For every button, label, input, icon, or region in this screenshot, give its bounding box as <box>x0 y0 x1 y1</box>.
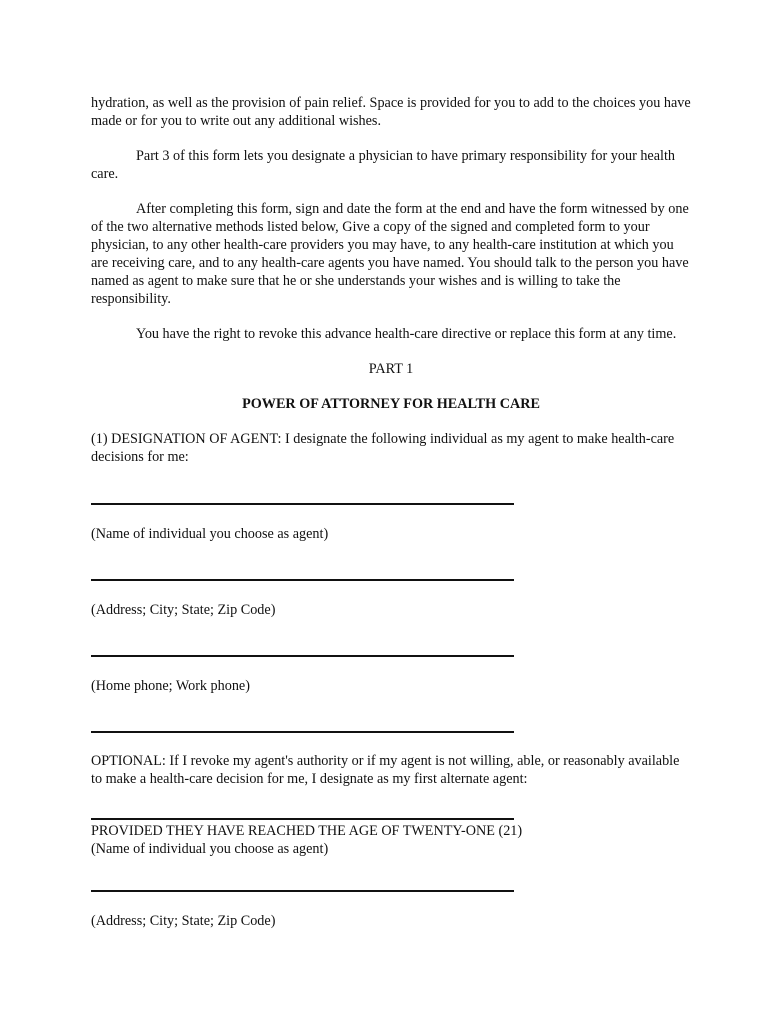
section-title: POWER OF ATTORNEY FOR HEALTH CARE <box>242 396 540 412</box>
alternate-agent-name-label: (Name of individual you choose as agent) <box>91 841 329 857</box>
agent-address-label: (Address; City; State; Zip Code) <box>91 602 276 618</box>
document-page <box>91 94 691 947</box>
agent-phone-label: (Home phone; Work phone) <box>91 678 250 694</box>
agent-name-label: (Name of individual you choose as agent) <box>91 526 329 542</box>
intro-paragraph-3: After completing this form, sign and date the form at the end and have the form witnessed by one of the two alternative methods listed below, Give a copy of the signed and completed form to your physician, to any other health-care providers you may have, to any health-care institution at which you are receiving care, and to any health-care agents you have named. You should talk to the person you have named as agent to make sure that he or she understands your wishes and is willing to take the responsibility. <box>91 201 689 307</box>
part-label: PART 1 <box>368 361 414 377</box>
intro-paragraph-1: hydration, as well as the provision of pain relief. Space is provided for you to add to the choices you have made or for you to write out any additional wishes. <box>91 95 691 129</box>
agent-phone-line[interactable] <box>91 655 514 657</box>
alternate-agent-address-line[interactable] <box>91 890 514 892</box>
agent-address-line[interactable] <box>91 579 514 581</box>
alternate-agent-address-label: (Address; City; State; Zip Code) <box>91 913 276 929</box>
optional-alternate-text: OPTIONAL: If I revoke my agent's authority or if my agent is not willing, able, or reasonably available to make a health-care decision for me, I designate as my first alternate agent: <box>91 753 680 787</box>
agent-extra-line[interactable] <box>91 731 514 733</box>
designation-text: (1) DESIGNATION OF AGENT: I designate the following individual as my agent to make health-care decisions for me: <box>91 431 675 465</box>
intro-paragraph-2: Part 3 of this form lets you designate a physician to have primary responsibility for your health care. <box>91 148 676 182</box>
intro-paragraph-4: You have the right to revoke this advance health-care directive or replace this form at any time. <box>136 326 677 342</box>
age-requirement-text: PROVIDED THEY HAVE REACHED THE AGE OF TWENTY-ONE (21) <box>91 823 523 839</box>
agent-name-line[interactable] <box>91 503 514 505</box>
alternate-agent-name-line[interactable] <box>91 818 514 820</box>
